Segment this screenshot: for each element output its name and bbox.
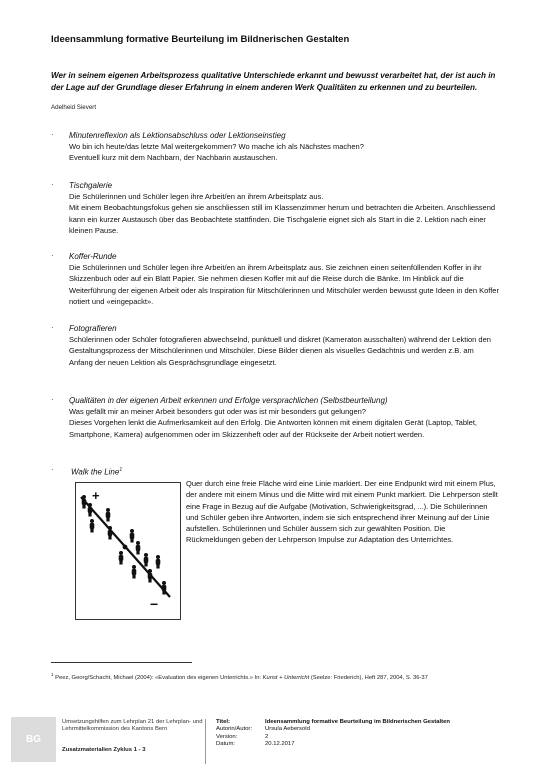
idea-paragraph: Was gefällt mir an meiner Arbeit besonders gut oder was ist mir besonders gut gelungen? <box>69 407 366 416</box>
footer-series: Zusatzmaterialien Zyklus 1 - 3 <box>62 747 146 753</box>
idea-paragraph: Schülerinnen oder Schüler fotografieren abwechselnd, punktuell und diskret (Kameraton ausschalten) während der Lektion den Gestaltungsprozess der Mitschülerinnen und Mitschüler. Diese Bilder dienen als visuelles Gedächtnis und werden z.B. am Anfang der neuen Lektion als Gesprächsgrundlage eingesetzt. <box>69 335 491 367</box>
person-figure <box>132 565 137 579</box>
footer-meta <box>216 719 516 748</box>
idea-paragraph: Eventuell kurz mit dem Nachbarn, der Nachbarin austauschen. <box>69 153 278 163</box>
person-figure <box>136 541 141 555</box>
footnote-ref: 1 <box>119 467 123 473</box>
meta-row-title <box>216 719 516 726</box>
meta-label: Datum: <box>216 740 235 747</box>
footer-logo-box <box>11 717 56 762</box>
person-figure <box>144 553 149 567</box>
person-figure <box>156 555 161 569</box>
idea-body <box>69 406 499 440</box>
person-figure <box>108 526 113 540</box>
meta-row-version <box>216 734 516 741</box>
idea-heading: Qualitäten in der eigenen Arbeit erkennen und Erfolge versprachlichen (Selbstbeurteilung) <box>69 396 388 405</box>
idea-paragraph: Die Schülerinnen und Schüler legen ihre Arbeit/en an ihrem Arbeitsplatz aus. <box>69 192 324 201</box>
idea-heading: Tischgalerie <box>69 181 113 190</box>
idea-heading: Minutenreflexion als Lektionsabschluss oder Lektionseinstieg <box>69 131 286 140</box>
footnote-rule <box>51 662 192 663</box>
meta-label: Autorin/Autor: <box>216 726 253 733</box>
idea-heading: Koffer-Runde <box>69 252 117 261</box>
footnote <box>51 670 501 683</box>
footnote-text: Peez, Georg/Schacht, Michael (2004): «Evaluation des eigenen Unterrichts.» In: <box>53 674 263 681</box>
bullet-marker: · <box>51 465 54 474</box>
idea-paragraph: Wo bin ich heute/das letzte Mal weitergekommen? Wo mache ich als Nächstes machen? <box>69 142 364 151</box>
bullet-marker: · <box>51 130 54 139</box>
person-figure <box>88 503 93 517</box>
meta-value: Ursula Aebersold <box>265 726 310 733</box>
meta-row-date <box>216 741 516 748</box>
intro-author: Adelheid Sievert <box>51 104 97 111</box>
document-title: Ideensammlung formative Beurteilung im Bildnerischen Gestalten <box>51 34 350 45</box>
meta-value: 2 <box>265 733 269 740</box>
person-figure <box>130 529 135 543</box>
bullet-marker: · <box>51 180 54 189</box>
meta-value: Ideensammlung formative Beurteilung im Bildnerischen Gestalten <box>265 719 450 725</box>
footnote-journal: Kunst + Unterricht <box>262 674 310 681</box>
person-figure <box>82 495 87 509</box>
bullet-marker: · <box>51 323 54 332</box>
person-figure <box>148 569 153 583</box>
idea-paragraph: Die Schülerinnen und Schüler legen ihre Arbeit/en an ihrem Arbeitsplatz aus. Sie zeichnen einen seitenfüllenden Koffer in ihr Skizzenbuch oder auf ein Blatt Papier. Sie nehmen diesen Koffer mit auf die Reise durch die Bänke. Im Hinblick auf die Weiterführung der eigenen Arbeit oder als Inspiration für Mitschülerinnen und Mitschüler werden bewusst gute Ideen in den Koffer notiert und «eingepackt». <box>69 263 499 306</box>
walk-the-line-title: Walk the Line <box>71 467 120 477</box>
person-figure <box>119 551 124 565</box>
bullet-marker: · <box>51 251 54 260</box>
meta-label: Version: <box>216 733 238 740</box>
walk-the-line-text: Quer durch eine freie Fläche wird eine Linie markiert. Der eine Endpunkt wird mit einem Plus, der andere mit einem Minus und die Mitte wird mit einem Punkt markiert. Die Lehrperson stellt eine Frage in Bezug auf die Aufgabe (Motivation, Schwierigkeitsgrad, ...). Die Schülerinnen und Schüler geben ihre Antworten, indem sie sich entsprechend ihrer Meinung auf der Linie aufstellen. Schülerinnen und Schüler äussern sich zur gewählten Position. Die Rückmeldungen geben der Lehrperson Impulse zur Adaptation des Unterrichtes. <box>186 479 498 545</box>
meta-row-author <box>216 726 516 733</box>
idea-body <box>69 334 499 368</box>
person-figure <box>106 508 111 522</box>
idea-paragraph: Dieses Vorgehen lenkt die Aufmerksamkeit auf den Erfolg. Die Antworten können mit einem digitalen Gerät (Laptop, Tablet, Smartphone, Kamera) aufgenommen oder im Skizzenheft oder auf der Rückseite der Arbeit notiert werden. <box>69 418 478 439</box>
footer-logo: BG <box>26 734 41 745</box>
idea-body <box>69 141 499 164</box>
meta-value: 20.12.2017 <box>265 740 295 747</box>
person-figure <box>90 519 95 533</box>
plus-sign: + <box>92 488 100 503</box>
walk-the-line-figure <box>75 482 181 620</box>
footer-divider <box>205 719 206 764</box>
bullet-marker: · <box>51 395 54 404</box>
idea-heading <box>71 465 122 478</box>
footer-organisation: Umsetzungshilfen zum Lehrplan 21 der Lehrplan- und Lehrmittelkommission des Kantons Bern <box>62 719 203 732</box>
midpoint-dot <box>123 545 128 550</box>
footnote-text-end: (Seelze: Friederich), Heft 287, 2004, S. 36-37 <box>309 674 428 681</box>
intro-quote: Wer in seinem eigenen Arbeitsprozess qualitative Unterschiede erkannt und bewusst verarbeitet hat, der ist auch in der Lage auf der Grundlage dieser Erfahrung in einem anderen Werk Qualitäten zu erkennen und zu beurteilen. <box>51 71 496 92</box>
footnote-number: 1 <box>51 672 54 677</box>
walk-the-line-illustration <box>76 483 180 619</box>
meta-label: Titel: <box>216 719 230 725</box>
minus-sign: − <box>150 596 159 612</box>
idea-body <box>69 262 499 307</box>
idea-paragraph: Mit einem Beobachtungsfokus gehen sie anschliessen still im Klassenzimmer herum und betrachten die Arbeiten. Anschliessend kann ein kurzer Austausch über das Beobachtete stattfinden. Die Tischgalerie eignet sich als Start in die 2. Lektion nach einer kleinen Pause. <box>69 203 496 235</box>
idea-heading: Fotografieren <box>69 324 117 333</box>
idea-body <box>69 191 499 236</box>
